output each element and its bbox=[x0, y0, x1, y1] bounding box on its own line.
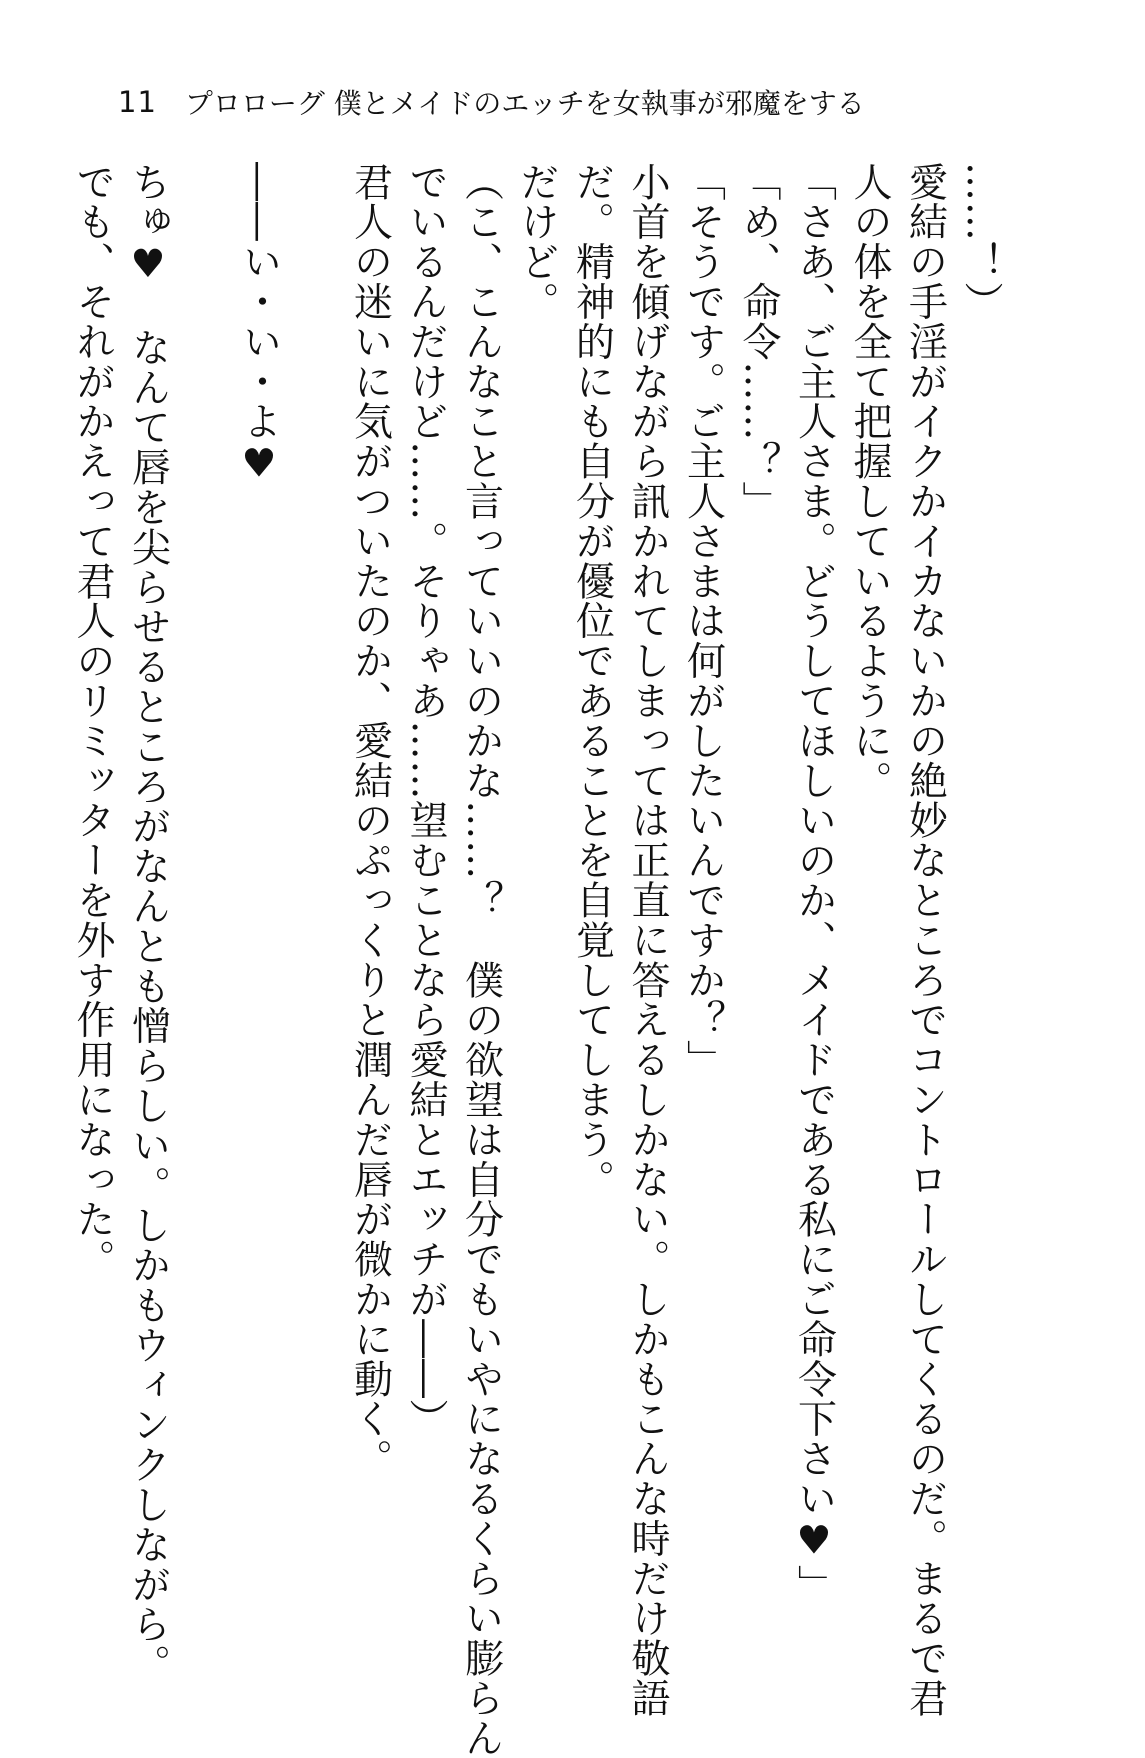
text-line: だ。精神的にも自分が優位であることを自覚してしまう。 bbox=[569, 162, 615, 1200]
text-line: 「さあ、ご主人さま。どうしてほしいのか、メイドである私にご命令下さい♥」 bbox=[791, 162, 837, 1605]
text-line: ――い・い・よ♥ bbox=[236, 162, 282, 488]
text-line: （こ、こんなこと言っていいのかな……？ 僕の欲望は自分でもいやになるくらい膨らん bbox=[458, 162, 504, 1758]
text-line: ……！） bbox=[958, 162, 1003, 322]
text-line: でも、それがかえって君人のリミッターを外す作用になった。 bbox=[70, 162, 115, 1280]
text-line: 愛結の手淫がイクかイカないかの絶妙なところでコントロールしてくるのだ。まるで君 bbox=[902, 162, 948, 1719]
running-header bbox=[118, 80, 865, 124]
text-line: 君人の迷いに気がついたのか、愛結のぷっくりと潤んだ唇が微かに動く。 bbox=[347, 162, 393, 1479]
text-line: ちゅ♥ なんて唇を尖らせるところがなんとも憎らしい。しかもウィンクしながら。 bbox=[125, 162, 171, 1685]
text-line: 「そうです。ご主人さまは何がしたいんですか？」 bbox=[680, 162, 726, 1080]
blank-line bbox=[176, 162, 232, 1632]
text-line: でいるんだけど……。そりゃあ……望むことなら愛結とエッチが――） bbox=[403, 162, 448, 1439]
text-line: 「め、命令……？」 bbox=[736, 162, 781, 522]
text-line: だけど。 bbox=[514, 162, 559, 322]
blank-line bbox=[287, 162, 343, 1632]
text-line: 人の体を全て把握しているように。 bbox=[847, 162, 892, 801]
vertical-body-text bbox=[70, 162, 1008, 1758]
page-number: 11 bbox=[118, 85, 157, 119]
chapter-title: プロローグ 僕とメイドのエッチを女執事が邪魔をする bbox=[184, 87, 865, 120]
text-line: 小首を傾げながら訊かれてしまっては正直に答えるしかない。しかもこんな時だけ敬語 bbox=[625, 162, 670, 1719]
